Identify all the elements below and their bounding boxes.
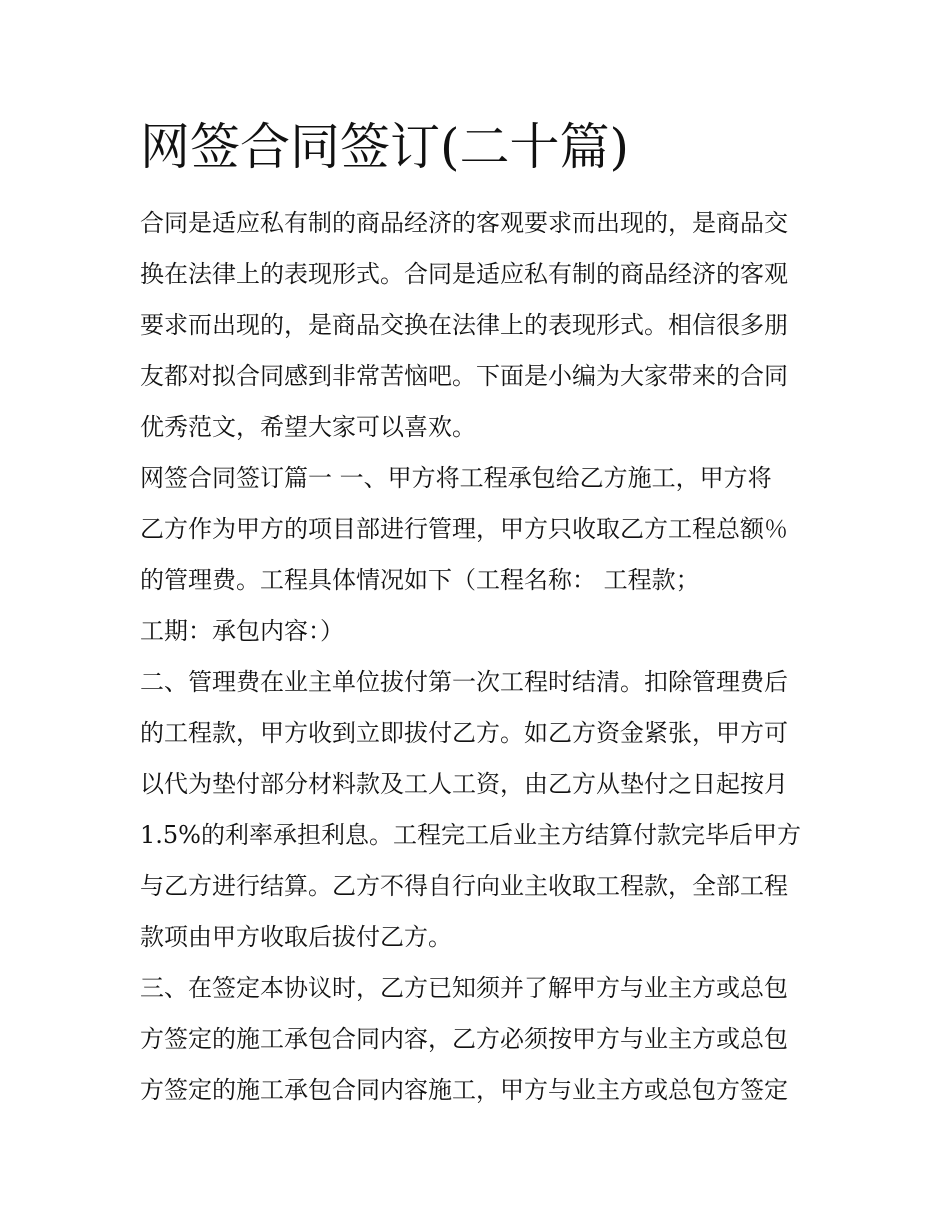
text-line: 优秀范文，希望大家可以喜欢。 <box>140 413 476 441</box>
text-line: 友都对拟合同感到非常苦恼吧。下面是小编为大家带来的合同 <box>140 362 788 390</box>
text-line: 二、管理费在业主单位拔付第一次工程时结清。扣除管理费后 <box>140 668 788 696</box>
text-line: 的管理费。工程具体情况如下（工程名称： 工程款； <box>140 566 700 594</box>
text-line: 与乙方进行结算。乙方不得自行向业主收取工程款，全部工程 <box>140 872 788 900</box>
text-line: 三、在签定本协议时，乙方已知须并了解甲方与业主方或总包 <box>140 974 788 1002</box>
document-title: 网签合同签订(二十篇) <box>140 118 630 176</box>
text-line: 1.5%的利率承担利息。工程完工后业主方结算付款完毕后甲方 <box>140 821 801 849</box>
text-line: 要求而出现的，是商品交换在法律上的表现形式。相信很多朋 <box>140 311 788 339</box>
text-line: 换在法律上的表现形式。合同是适应私有制的商品经济的客观 <box>140 260 788 288</box>
text-line: 的工程款，甲方收到立即拔付乙方。如乙方资金紧张，甲方可 <box>140 719 788 747</box>
text-line: 方签定的施工承包合同内容，乙方必须按甲方与业主方或总包 <box>140 1025 788 1053</box>
document-body <box>140 198 820 1116</box>
text-line: 乙方作为甲方的项目部进行管理，甲方只收取乙方工程总额％ <box>140 515 788 543</box>
text-line: 方签定的施工承包合同内容施工，甲方与业主方或总包方签定 <box>140 1076 788 1104</box>
text-line: 以代为垫付部分材料款及工人工资，由乙方从垫付之日起按月 <box>140 770 788 798</box>
text-line: 网签合同签订篇一 一、甲方将工程承包给乙方施工，甲方将 <box>140 464 772 492</box>
text-line: 款项由甲方收取后拔付乙方。 <box>140 923 452 951</box>
text-line: 工期：承包内容：） <box>140 617 344 645</box>
text-line: 合同是适应私有制的商品经济的客观要求而出现的，是商品交 <box>140 209 788 237</box>
